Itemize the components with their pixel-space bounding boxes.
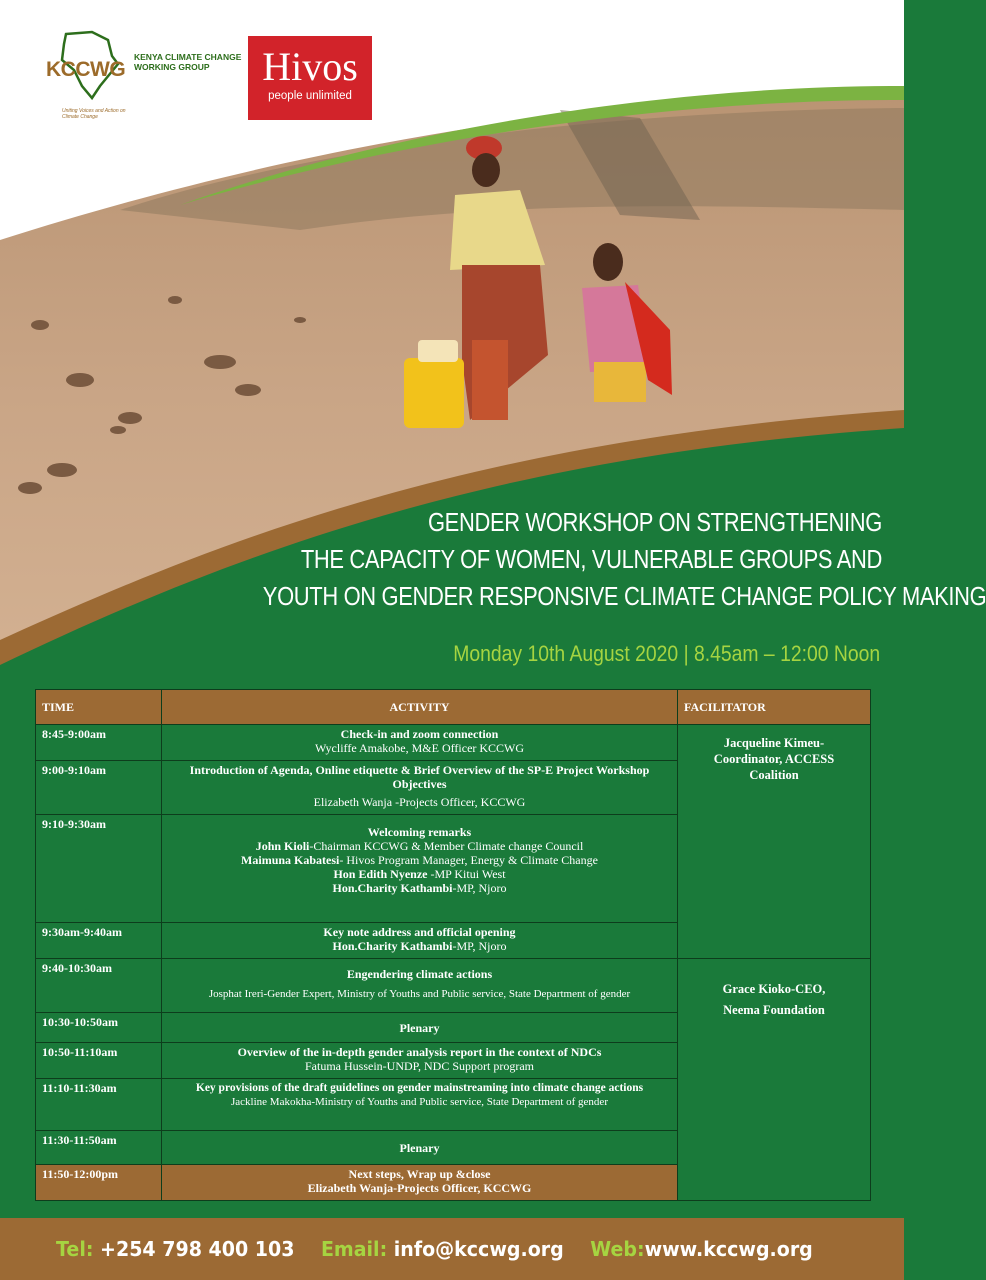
table-row	[36, 959, 871, 1013]
facilitator-line: Coalition	[749, 768, 799, 782]
activity-title: Plenary	[399, 1020, 440, 1035]
title-line-2: THE CAPACITY OF WOMEN, VULNERABLE GROUPS AND	[300, 546, 882, 574]
hivos-tagline: people unlimited	[268, 90, 352, 102]
row-time: 8:45-9:00am	[36, 725, 162, 761]
speaker-role: -MP, Njoro	[452, 881, 507, 895]
kccwg-full-name: KENYA CLIMATE CHANGE WORKING GROUP	[134, 52, 242, 72]
web-value[interactable]: www.kccwg.org	[644, 1237, 813, 1261]
header-activity: ACTIVITY	[162, 690, 678, 725]
speaker-name: Hon.Charity Kathambi	[332, 881, 453, 895]
facilitator-line: Coordinator, ACCESS	[713, 752, 835, 766]
speaker-line	[168, 867, 671, 881]
row-activity	[162, 1079, 678, 1131]
speaker-role: -Chairman KCCWG & Member Climate change Council	[309, 839, 584, 853]
contact-footer	[0, 1218, 904, 1280]
speaker-line	[168, 939, 671, 953]
workshop-date: Monday 10th August 2020 | 8.45am – 12:00 Noon	[453, 641, 880, 666]
kccwg-abbr: KCCWG	[46, 58, 126, 81]
row-activity	[162, 1165, 678, 1201]
web-label: Web:	[590, 1237, 645, 1261]
activity-detail: Fatuma Hussein-UNDP, NDC Support program	[305, 1059, 534, 1073]
row-activity	[162, 1013, 678, 1043]
row-time: 11:30-11:50am	[36, 1131, 162, 1165]
row-activity	[162, 725, 678, 761]
title-line-1: GENDER WORKSHOP ON STRENGTHENING	[427, 509, 882, 537]
tel-label: Tel:	[56, 1237, 94, 1261]
speaker-line	[168, 839, 671, 853]
activity-detail: Josphat Ireri-Gender Expert, Ministry of Youths and Public service, State Department of gender	[208, 988, 631, 1000]
tel-value: +254 798 400 103	[100, 1237, 295, 1261]
speaker-name: John Kioli	[255, 839, 310, 853]
row-time: 11:50-12:00pm	[36, 1165, 162, 1201]
header-time: TIME	[36, 690, 162, 725]
row-time: 10:50-11:10am	[36, 1043, 162, 1079]
facilitator-line: Grace Kioko-CEO,	[722, 982, 826, 996]
activity-title: Engendering climate actions	[346, 967, 493, 981]
table-header-row	[36, 690, 871, 725]
row-time: 11:10-11:30am	[36, 1079, 162, 1131]
activity-title: Plenary	[399, 1140, 440, 1155]
speaker-role: - Hivos Program Manager, Energy & Climate Change	[339, 853, 598, 867]
activity-title: Introduction of Agenda, Online etiquette & Brief Overview of the SP-E Project Workshop Objectives	[189, 763, 650, 791]
activity-detail: Elizabeth Wanja -Projects Officer, KCCWG	[313, 795, 526, 809]
row-time: 9:10-9:30am	[36, 815, 162, 923]
row-time: 9:00-9:10am	[36, 761, 162, 815]
schedule-table	[35, 689, 871, 1201]
speaker-role: -MP, Njoro	[452, 939, 507, 953]
speaker-name: Hon Edith Nyenze	[333, 867, 428, 881]
activity-title: Overview of the in-depth gender analysis report in the context of NDCs	[237, 1045, 602, 1059]
hivos-logo	[248, 36, 372, 120]
row-activity	[162, 1043, 678, 1079]
kccwg-tagline: Uniting Voices and Action on Climate Change	[62, 108, 126, 120]
speaker-name: Maimuna Kabatesi	[241, 853, 340, 867]
activity-title: Key provisions of the draft guidelines on gender mainstreaming into climate change actions	[195, 1082, 644, 1094]
workshop-title	[262, 505, 986, 616]
row-activity	[162, 815, 678, 923]
email-value[interactable]: info@kccwg.org	[393, 1237, 564, 1261]
hivos-name: Hivos	[262, 44, 358, 89]
row-activity	[162, 1131, 678, 1165]
row-time: 9:40-10:30am	[36, 959, 162, 1013]
speaker-line	[168, 881, 671, 895]
row-activity	[162, 923, 678, 959]
row-time: 9:30am-9:40am	[36, 923, 162, 959]
speaker-role: -MP Kitui West	[427, 867, 506, 881]
activity-title: Next steps, Wrap up &close	[348, 1167, 491, 1181]
email-label: Email:	[320, 1237, 388, 1261]
activity-detail: Jackline Makokha-Ministry of Youths and Public service, State Department of gender	[231, 1096, 608, 1108]
row-activity	[162, 959, 678, 1013]
table-row	[36, 725, 871, 761]
speaker-line	[168, 853, 671, 867]
activity-title: Key note address and official opening	[323, 925, 516, 939]
row-time: 10:30-10:50am	[36, 1013, 162, 1043]
speaker-name: Hon.Charity Kathambi	[332, 939, 453, 953]
activity-title: Check-in and zoom connection	[340, 727, 499, 741]
kccwg-logo	[42, 30, 242, 122]
facilitator-cell-1	[678, 725, 871, 959]
row-activity	[162, 761, 678, 815]
header-facilitator: FACILITATOR	[678, 690, 871, 725]
facilitator-line: Neema Foundation	[723, 1003, 825, 1017]
facilitator-cell-2	[678, 959, 871, 1201]
activity-detail: Elizabeth Wanja-Projects Officer, KCCWG	[307, 1181, 532, 1195]
title-line-3: YOUTH ON GENDER RESPONSIVE CLIMATE CHANGE POLICY MAKING	[262, 583, 986, 611]
activity-detail: Wycliffe Amakobe, M&E Officer KCCWG	[314, 741, 525, 755]
activity-title: Welcoming remarks	[367, 825, 472, 839]
facilitator-line: Jacqueline Kimeu-	[723, 736, 825, 750]
contact-line	[56, 1218, 813, 1280]
